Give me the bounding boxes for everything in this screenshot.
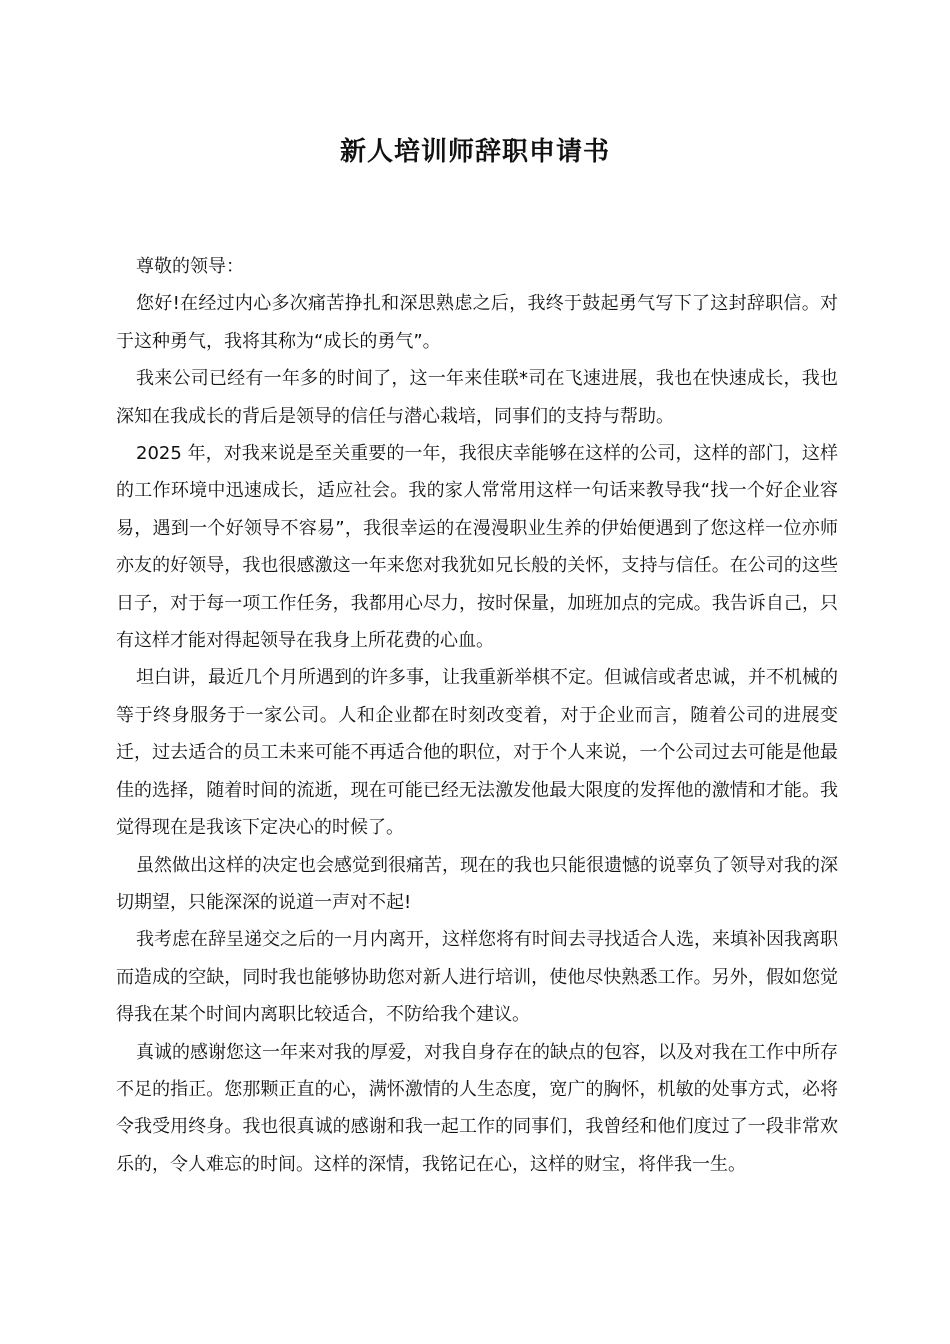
- paragraph: 坦白讲，最近几个月所遇到的许多事，让我重新举棋不定。但诚信或者忠诚，并不机械的等于终身服务于一家公司。人和企业都在时刻改变着，对于企业而言，随着公司的进展变迁，过去适合的员工未来可能不再适合他的职位，对于个人来说，一个公司过去可能是他最佳的选择，随着时间的流逝，现在可能已经无法激发他最大限度的发挥他的激情和才能。我觉得现在是我该下定决心的时候了。: [116, 667, 838, 839]
- paragraph: 我来公司已经有一年多的时间了，这一年来佳联*司在飞速进展，我也在快速成长，我也深知在我成长的背后是领导的信任与潜心栽培，同事们的支持与帮助。: [116, 368, 838, 427]
- paragraph: 您好!在经过内心多次痛苦挣扎和深思熟虑之后，我终于鼓起勇气写下了这封辞职信。对于这种勇气，我将其称为“成长的勇气”。: [116, 293, 838, 352]
- paragraph: 我考虑在辞呈递交之后的一月内离开，这样您将有时间去寻找适合人选，来填补因我离职而造成的空缺，同时我也能够协助您对新人进行培训，使他尽快熟悉工作。另外，假如您觉得我在某个时间内离职比较适合，不防给我个建议。: [116, 929, 838, 1026]
- paragraph: 虽然做出这样的决定也会感觉到很痛苦，现在的我也只能很遗憾的说辜负了领导对我的深切期望，只能深深的说道一声对不起!: [116, 854, 838, 913]
- document-title: 新人培训师辞职申请书: [339, 137, 610, 167]
- document-body: [116, 248, 838, 1183]
- salutation: 尊敬的领导：: [136, 256, 244, 277]
- paragraph: 真诚的感谢您这一年来对我的厚爱，对我自身存在的缺点的包容，以及对我在工作中所存不足的指正。您那颗正直的心，满怀激情的人生态度，宽广的胸怀，机敏的处事方式，必将令我受用终身。我也很真诚的感谢和我一起工作的同事们，我曾经和他们度过了一段非常欢乐的，令人难忘的时间。这样的深情，我铭记在心，这样的财宝，将伴我一生。: [116, 1041, 838, 1175]
- paragraph: 2025 年，对我来说是至关重要的一年，我很庆幸能够在这样的公司，这样的部门，这样的工作环境中迅速成长，适应社会。我的家人常常用这样一句话来教导我“找一个好企业容易，遇到一个好领导不容易”，我很幸运的在漫漫职业生养的伊始便遇到了您这样一位亦师亦友的好领导，我也很感激这一年来您对我犹如兄长般的关怀，支持与信任。在公司的这些日子，对于每一项工作任务，我都用心尽力，按时保量，加班加点的完成。我告诉自己，只有这样才能对得起领导在我身上所花费的心血。: [116, 443, 838, 652]
